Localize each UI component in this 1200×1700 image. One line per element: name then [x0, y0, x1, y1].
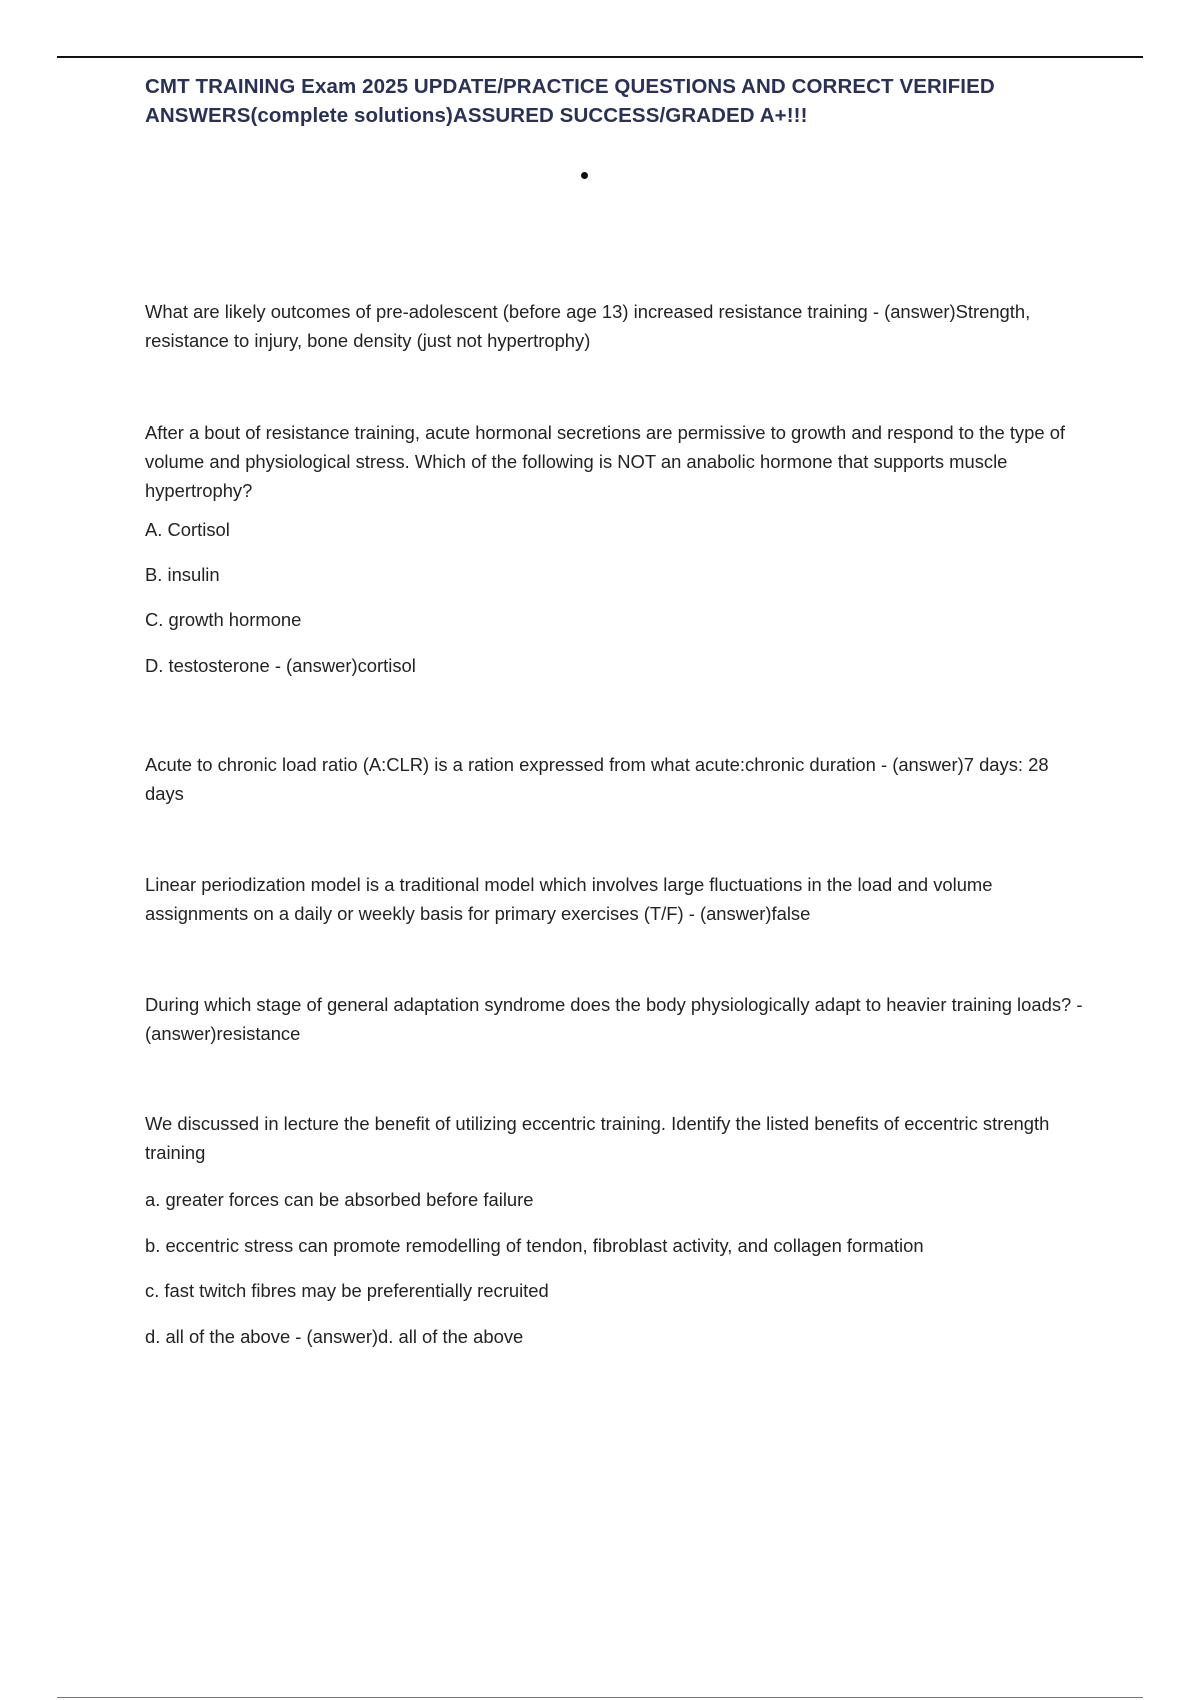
question-2-option-d: D. testosterone - (answer)cortisol [145, 655, 416, 676]
bullet-dot-icon [581, 172, 588, 179]
question-2: After a bout of resistance training, acute hormonal secretions are permissive to growth and respond to the type of volume and physiological stress. Which of the following is NOT an anabolic hormone that supports muscle hypertrophy? [145, 422, 1066, 501]
question-6-option-d: d. all of the above - (answer)d. all of the above [145, 1326, 524, 1347]
question-4: Linear periodization model is a traditional model which involves large fluctuations in the load and volume assignments on a daily or weekly basis for primary exercises (T/F) - (answer)false [145, 874, 993, 924]
question-1: What are likely outcomes of pre-adolescent (before age 13) increased resistance training - (answer)Strength, resistance to injury, bone density (just not hypertrophy) [145, 301, 1031, 351]
question-2-option-b: B. insulin [145, 564, 220, 585]
question-3: Acute to chronic load ratio (A:CLR) is a ration expressed from what acute:chronic duration - (answer)7 days: 28 days [145, 754, 1049, 804]
question-2-option-a: A. Cortisol [145, 519, 230, 540]
question-6-option-a: a. greater forces can be absorbed before failure [145, 1189, 534, 1210]
question-6-option-b: b. eccentric stress can promote remodelling of tendon, fibroblast activity, and collagen formation [145, 1235, 924, 1256]
question-6-option-c: c. fast twitch fibres may be preferentially recruited [145, 1280, 549, 1301]
bottom-divider [57, 1697, 1143, 1698]
document-title: CMT TRAINING Exam 2025 UPDATE/PRACTICE QUESTIONS AND CORRECT VERIFIED ANSWERS(complete solutions)ASSURED SUCCESS/GRADED A+!!! [145, 75, 995, 127]
top-divider [57, 56, 1143, 58]
question-2-option-c: C. growth hormone [145, 609, 302, 630]
question-6: We discussed in lecture the benefit of utilizing eccentric training. Identify the listed benefits of eccentric strength training [145, 1113, 1050, 1163]
question-5: During which stage of general adaptation syndrome does the body physiologically adapt to heavier training loads? - (answer)resistance [145, 994, 1083, 1044]
